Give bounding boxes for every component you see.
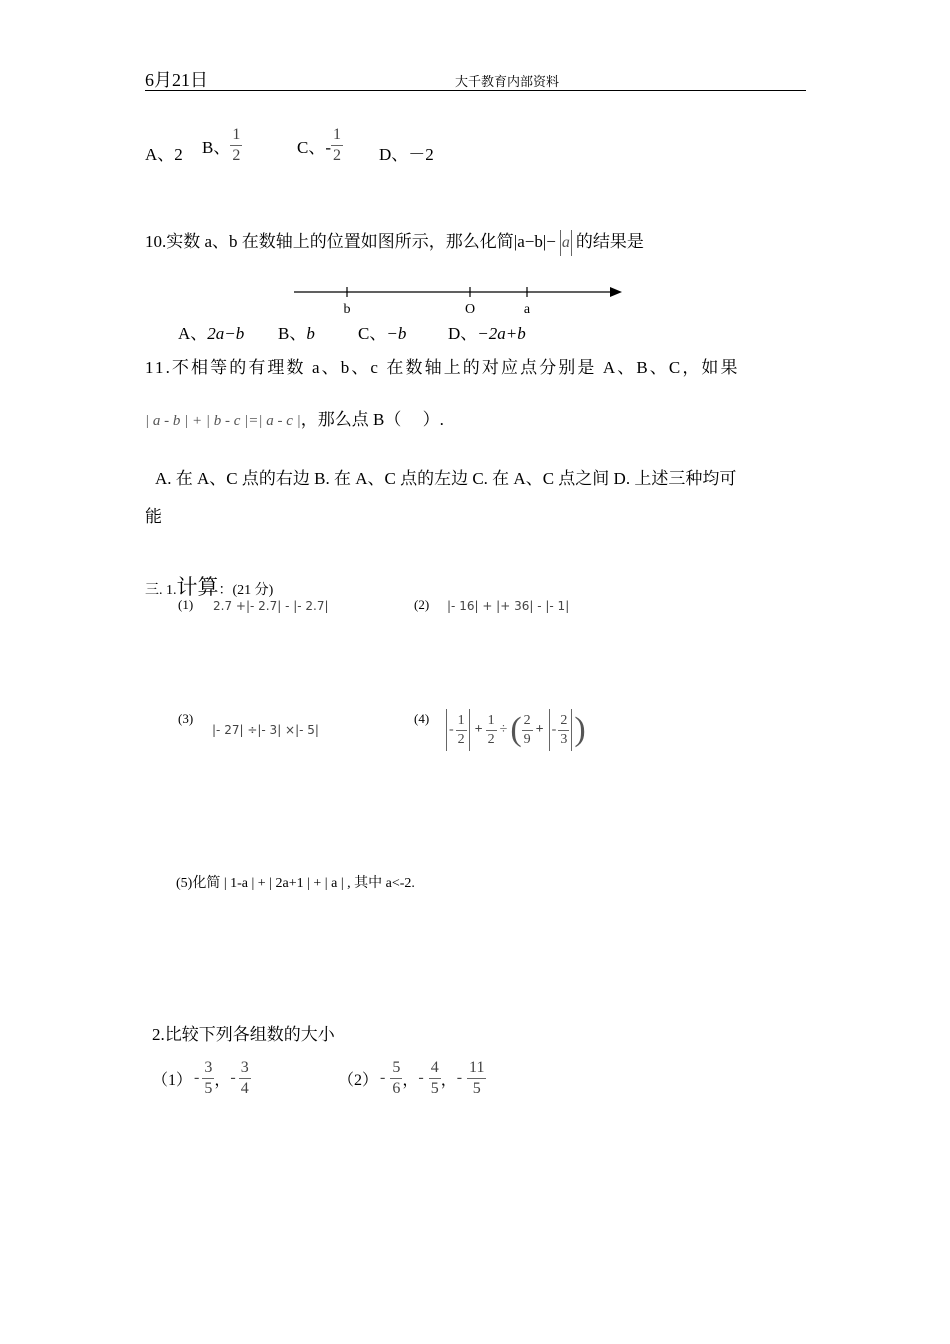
q11-options-wrap: 能 [145, 507, 162, 526]
problem-1-label: (1) [178, 597, 194, 612]
q9-c-fraction: $\frac{1}{2}$ [333, 126, 341, 164]
q11-condition-expr: | a - b | + | b - c |=| a - c | [145, 413, 301, 429]
label-a: a [523, 302, 531, 317]
section3-heading: 三. 1.计算：(21 分) [145, 575, 274, 599]
p4-fraction-4: $\frac{2}{3}$ [560, 712, 568, 747]
g2-fraction-2: $\frac{4}{5}$ [430, 1058, 439, 1097]
g1-fraction-1: $\frac{3}{5}$ [204, 1058, 213, 1097]
q9-option-d: D、－2 [379, 145, 434, 164]
q2-group-2: （2） - $\frac{5}{6}$ ， - $\frac{4}{5}$ ， - $\frac{11}{5}$ [338, 1058, 485, 1097]
q9-option-c: C、- $\frac{1}{2}$ [297, 126, 341, 164]
p4-fraction-3: $\frac{2}{9}$ [523, 712, 531, 747]
problem-3-expr: |- 27| ÷|- 3| ×|- 5| [212, 723, 319, 737]
q10-option-d: D、−2a+b [448, 324, 526, 343]
problem-1-expr: 2.7 +|- 2.7| - |- 2.7| [213, 599, 329, 613]
header-divider [145, 90, 806, 91]
q11-stem: 11.不相等的有理数 a、b、c 在数轴上的对应点分别是 A、B、C，如果 [145, 358, 740, 377]
problem-2-expr: |- 16| + |+ 36| - |- 1| [447, 599, 570, 613]
q11-condition: | a - b | + | b - c |=| a - c |，那么点 B（ ）. [145, 410, 444, 429]
p4-fraction-1: $\frac{1}{2}$ [457, 712, 465, 747]
q10-abs-var: a [561, 234, 570, 251]
q9-b-fraction: $\frac{1}{2}$ [232, 126, 241, 164]
q10-option-c: C、−b [358, 324, 407, 343]
label-origin: O [464, 302, 476, 317]
number-line [292, 282, 627, 318]
q9-option-a: A、2 [145, 145, 183, 164]
g2-fraction-3: $\frac{11}{5}$ [469, 1058, 485, 1097]
label-b: b [343, 302, 351, 317]
q11-options: A. 在 A、C 点的右边 B. 在 A、C 点的左边 C. 在 A、C 点之间 D. 上述三种均可 [155, 469, 737, 488]
q2-group-1: （1） - $\frac{3}{5}$ ， - $\frac{3}{4}$ [152, 1058, 249, 1097]
q2-title: 2.比较下列各组数的大小 [152, 1025, 335, 1044]
q9-option-b: B、 $\frac{1}{2}$ [202, 126, 241, 164]
g2-fraction-1: $\frac{5}{6}$ [392, 1058, 401, 1097]
header-title: 大千教育内部资料 [455, 74, 560, 89]
header-date: 6月21日 [145, 70, 208, 90]
p4-fraction-2: $\frac{1}{2}$ [487, 712, 495, 747]
problem-2-label: (2) [414, 597, 430, 612]
q10-option-a: A、2a−b [178, 324, 245, 343]
problem-3-label: (3) [178, 711, 194, 726]
q10-option-b: B、b [278, 324, 315, 343]
problem-5: (5)化简 | 1-a | + | 2a+1 | + | a | , 其中 a<-2. [176, 876, 415, 891]
q10-stem: 10.实数 a、b 在数轴上的位置如图所示，那么化简|a−b|− a 的结果是 [145, 227, 644, 256]
g1-fraction-2: $\frac{3}{4}$ [240, 1058, 249, 1097]
arrow-right-icon [610, 287, 622, 297]
problem-4-expr: - $\frac{1}{2}$ + $\frac{1}{2}$ ÷ ( $\frac{2}{9}$ + - $\frac{2}{3}$ ) [444, 707, 586, 753]
problem-4-label: (4) [414, 711, 430, 726]
